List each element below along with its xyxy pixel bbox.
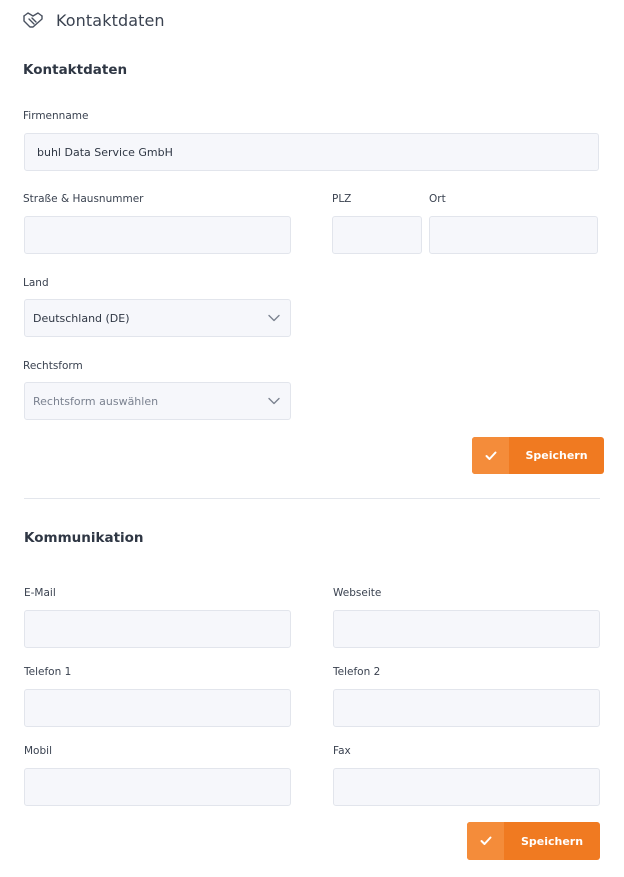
mobile-label: Mobil [24, 745, 52, 757]
country-select[interactable] [24, 299, 291, 337]
legal-form-select[interactable] [24, 382, 291, 420]
chevron-down-icon [268, 314, 280, 322]
phone1-label: Telefon 1 [24, 666, 72, 678]
zip-field[interactable] [332, 216, 422, 254]
website-input[interactable] [346, 611, 599, 647]
city-field[interactable] [429, 216, 598, 254]
country-select-value: Deutschland (DE) [33, 311, 130, 325]
handshake-icon [22, 10, 44, 30]
contact-save-button-label: Speichern [525, 449, 588, 462]
zip-label: PLZ [332, 193, 352, 205]
email-field[interactable] [24, 610, 291, 648]
website-label: Webseite [333, 587, 382, 599]
contact-section-title: Kontaktdaten [23, 62, 128, 78]
chevron-down-icon [268, 397, 280, 405]
communication-section-title: Kommunikation [24, 530, 144, 546]
street-label: Straße & Hausnummer [23, 193, 144, 205]
fax-label: Fax [333, 745, 351, 757]
legal-form-label: Rechtsform [23, 360, 83, 372]
zip-input[interactable] [345, 217, 421, 253]
company-name-field[interactable] [24, 133, 599, 171]
phone1-field[interactable] [24, 689, 291, 727]
phone2-input[interactable] [346, 690, 599, 726]
company-name-label: Firmenname [23, 110, 89, 122]
legal-form-select-placeholder: Rechtsform auswählen [33, 394, 159, 408]
website-field[interactable] [333, 610, 600, 648]
phone1-input[interactable] [37, 690, 290, 726]
email-label: E-Mail [24, 587, 56, 599]
email-input[interactable] [37, 611, 290, 647]
communication-save-button[interactable] [467, 822, 600, 860]
phone2-field[interactable] [333, 689, 600, 727]
mobile-field[interactable] [24, 768, 291, 806]
fax-input[interactable] [346, 769, 599, 805]
check-icon [467, 822, 504, 860]
check-icon [472, 437, 509, 474]
phone2-label: Telefon 2 [333, 666, 381, 678]
fax-field[interactable] [333, 768, 600, 806]
street-field[interactable] [24, 216, 291, 254]
contact-save-button[interactable] [472, 437, 604, 474]
page-header [22, 8, 165, 32]
mobile-input[interactable] [37, 769, 290, 805]
street-input[interactable] [37, 217, 290, 253]
country-label: Land [23, 277, 49, 289]
section-divider [24, 498, 600, 499]
city-input[interactable] [442, 217, 597, 253]
company-name-input[interactable] [37, 134, 598, 170]
communication-save-button-label: Speichern [520, 834, 584, 848]
page-title: Kontaktdaten [56, 10, 165, 30]
city-label: Ort [429, 193, 446, 205]
